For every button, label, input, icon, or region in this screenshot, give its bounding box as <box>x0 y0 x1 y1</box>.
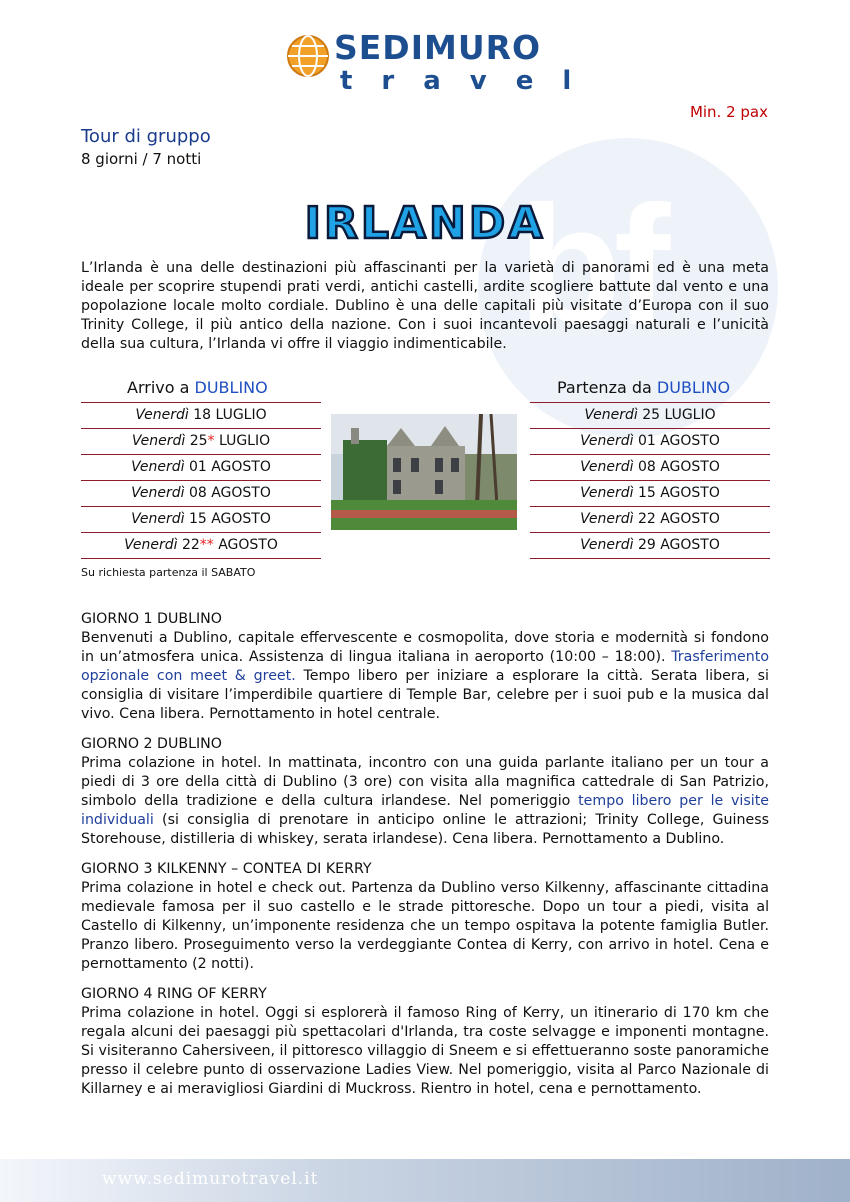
departures-table <box>530 402 770 559</box>
brand-name: SEDIMURO <box>334 28 542 67</box>
arrival-row: Venerdì 22** AGOSTO <box>81 532 321 559</box>
departures-city: DUBLINO <box>656 378 731 397</box>
departure-row: Venerdì 01 AGOSTO <box>530 428 770 454</box>
tour-title: Tour di gruppo <box>81 126 211 147</box>
itinerary <box>81 610 769 1110</box>
brand-logo[interactable] <box>282 28 601 96</box>
departures-header <box>557 378 730 397</box>
globe-icon <box>286 34 330 78</box>
departure-row: Venerdì 22 AGOSTO <box>530 506 770 532</box>
castle-photo <box>331 414 517 530</box>
intro-paragraph: L’Irlanda è una delle destinazioni più affascinanti per la varietà di panorami ed è una meta ideale per scoprire stupendi prati verdi, antichi castelli, ardite scogliere battute dal vento e una popolazione locale molto cordiale. Dublino è una delle capitali più visitate d’Europa con il suo Trinity College, il più antico della nazione. Con i suoi incantevoli paesaggi naturali e l’unicità della sua cultura, l’Irlanda vi offre il viaggio indimenticabile. <box>81 260 769 352</box>
day-1 <box>81 610 769 724</box>
arrival-row: Venerdì 25* LUGLIO <box>81 428 321 454</box>
destination-text: IRLANDA <box>304 198 546 246</box>
day-3-title: GIORNO 3 KILKENNY – CONTEA DI KERRY <box>81 861 372 877</box>
day-4 <box>81 985 769 1099</box>
min-pax-label: Min. 2 pax <box>689 103 768 121</box>
arrivals-city: DUBLINO <box>194 378 268 397</box>
arrival-row: Venerdì 18 LUGLIO <box>81 402 321 428</box>
day-1-title: GIORNO 1 DUBLINO <box>81 611 222 627</box>
arrivals-label: Arrivo a <box>127 378 190 397</box>
day-2-title: GIORNO 2 DUBLINO <box>81 736 222 752</box>
departures-label: Partenza da <box>557 378 652 397</box>
arrivals-header <box>127 378 268 397</box>
day-4-text: Prima colazione in hotel. Oggi si esplorerà il famoso Ring of Kerry, un itinerario di 170 km che regala alcuni dei paesaggi più spettacolari d'Irlanda, tra coste selvagge e imponenti montagne. Si visiteranno Cahersiveen, il pittoresco villaggio di Sneem e si effettueranno soste panoramiche presso il celebre punto di osservazione Ladies View. Nel pomeriggio, visita al Parco Nazionale di Killarney e ai meravigliosi Giardini di Muckross. Rientro in hotel, cena e pernottamento. <box>81 1005 769 1097</box>
day-3 <box>81 860 769 974</box>
arrivals-table <box>81 402 321 559</box>
destination-title-graphic <box>285 194 565 246</box>
brand-sub: travel <box>340 66 601 96</box>
departure-note: Su richiesta partenza il SABATO <box>81 566 256 579</box>
footer-url[interactable]: www.sedimurotravel.it <box>102 1169 319 1189</box>
departure-row: Venerdì 15 AGOSTO <box>530 480 770 506</box>
footer-bar <box>0 1159 850 1202</box>
day-2 <box>81 735 769 849</box>
day-4-title: GIORNO 4 RING OF KERRY <box>81 986 267 1002</box>
departure-row: Venerdì 25 LUGLIO <box>530 402 770 428</box>
destination-title <box>0 194 850 250</box>
tour-duration: 8 giorni / 7 notti <box>81 150 202 168</box>
departure-row: Venerdì 29 AGOSTO <box>530 532 770 559</box>
watermark-logo: bf <box>478 138 778 438</box>
day-2-text: Prima colazione in hotel. In mattinata, incontro con una guida parlante italiano per un tour a piedi di 3 ore della città di Dublino (3 ore) con visita alla magnifica cattedrale di San Patrizio, simbolo della tradizione e della cultura irlandese. Nel pomeriggio tempo libero per le visite individuali (si consiglia di prenotare in anticipo online le attrazioni; Trinity College, Guiness Storehouse, distilleria di whiskey, serata irlandese). Cena libera. Pernottamento a Dublino. <box>81 755 770 847</box>
departure-row: Venerdì 08 AGOSTO <box>530 454 770 480</box>
arrival-row: Venerdì 01 AGOSTO <box>81 454 321 480</box>
arrival-row: Venerdì 08 AGOSTO <box>81 480 321 506</box>
day-1-text: Benvenuti a Dublino, capitale effervescente e cosmopolita, dove storia e modernità si fondono in un’atmosfera unica. Assistenza di lingua italiana in aeroporto (10:00 – 18:00). Trasferimento opzionale con meet & greet. Tempo libero per iniziare a esplorare la città. Serata libera, si consiglia di visitare l’imperdibile quartiere di Temple Bar, celebre per i suoi pub e la musica dal vivo. Cena libera. Pernottamento in hotel centrale. <box>81 630 769 722</box>
day-3-text: Prima colazione in hotel e check out. Partenza da Dublino verso Kilkenny, affascinante cittadina medievale famosa per il suo castello e le strade pittoresche. Dopo un tour a piedi, visita al Castello di Kilkenny, un’imponente residenza che un tempo ospitava la potente famiglia Butler. Pranzo libero. Proseguimento verso la verdeggiante Contea di Kerry, con arrivo in hotel. Cena e pernottamento (2 notti). <box>81 880 770 972</box>
arrival-row: Venerdì 15 AGOSTO <box>81 506 321 532</box>
